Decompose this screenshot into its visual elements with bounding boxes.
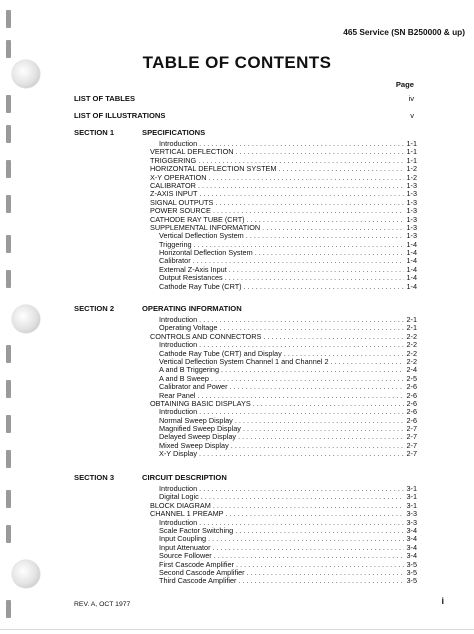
toc-entry-page: 3-1 <box>406 493 417 502</box>
toc-entry-label: Calibrator <box>159 257 191 266</box>
toc-entry-page: 1-1 <box>406 140 417 148</box>
dot-leader <box>236 148 405 156</box>
binder-slot <box>6 10 11 28</box>
toc-entry-page: 2-7 <box>406 441 417 450</box>
toc-entry-page: 1-3 <box>406 207 417 216</box>
dot-leader <box>279 165 405 173</box>
dot-leader <box>263 333 404 341</box>
dot-leader <box>247 569 405 577</box>
binder-slot <box>6 450 11 468</box>
page-edge-divider <box>0 629 474 630</box>
toc-entry[interactable] <box>150 257 417 265</box>
toc-entry[interactable] <box>150 174 417 182</box>
toc-entry[interactable] <box>150 148 417 156</box>
dot-leader <box>231 442 405 450</box>
toc-entry-label: CATHODE RAY TUBE (CRT) <box>150 215 245 224</box>
toc-entry-label: LIST OF TABLES <box>74 94 136 103</box>
dot-leader <box>214 552 405 560</box>
section-entries <box>150 140 417 291</box>
toc-entry[interactable] <box>150 341 417 349</box>
toc-entry-label: Cathode Ray Tube (CRT) <box>159 282 242 291</box>
dot-leader <box>284 350 405 358</box>
toc-entry-label: HORIZONTAL DEFLECTION SYSTEM <box>150 165 277 174</box>
toc-entry[interactable] <box>150 232 417 240</box>
toc-entry-page: 2-7 <box>406 433 417 442</box>
toc-entry[interactable] <box>150 190 417 198</box>
toc-entry-label: Second Cascode Amplifier <box>159 568 245 577</box>
toc-entry-label: TRIGGERING <box>150 156 197 165</box>
toc-entry[interactable] <box>150 350 417 358</box>
dot-leader <box>199 341 404 349</box>
toc-entry-page: 1-3 <box>406 215 417 224</box>
running-header: 465 Service (SN B250000 & up) <box>343 27 465 37</box>
binder-slot <box>6 600 11 618</box>
dot-leader <box>246 232 405 240</box>
toc-entry-page: 2-5 <box>406 374 417 383</box>
toc-entry[interactable] <box>150 561 417 569</box>
toc-entry[interactable] <box>150 241 417 249</box>
revision-note: REV. A, OCT 1977 <box>74 601 131 608</box>
binder-slot <box>6 235 11 253</box>
dot-leader <box>244 283 405 291</box>
section-label: SECTION 2 <box>74 304 115 313</box>
dot-leader <box>219 324 404 332</box>
toc-entry-page: 3-5 <box>406 568 417 577</box>
toc-entry-label: BLOCK DIAGRAM <box>150 501 211 510</box>
toc-entry[interactable] <box>150 333 417 341</box>
binder-slot <box>6 345 11 363</box>
toc-entry-page: 3-3 <box>406 518 417 527</box>
toc-entry-label: A and B Sweep <box>159 374 209 383</box>
toc-entry[interactable] <box>150 433 417 441</box>
toc-entry-label: Magnified Sweep Display <box>159 425 241 434</box>
toc-entry[interactable] <box>150 182 417 190</box>
section-title: OPERATING INFORMATION <box>142 304 242 313</box>
toc-entry[interactable] <box>150 157 417 165</box>
toc-entry-page: 1-4 <box>406 274 417 283</box>
dot-leader <box>229 266 405 274</box>
dot-leader <box>215 199 404 207</box>
toc-entry-page: 2-7 <box>406 450 417 459</box>
toc-entry-label: Vertical Deflection System Channel 1 and Channel 2 <box>159 357 329 366</box>
toc-entry-page: 3-1 <box>406 501 417 510</box>
toc-entry-page: 1-1 <box>406 148 417 157</box>
dot-leader <box>198 182 404 190</box>
binder-slot <box>6 270 11 288</box>
toc-entry-label: Introduction <box>159 485 198 493</box>
page-column-label: Page <box>395 80 414 89</box>
toc-entry-label: SIGNAL OUTPUTS <box>150 198 214 207</box>
toc-entry-page: 3-3 <box>406 510 417 519</box>
toc-entry-label: Introduction <box>159 341 198 350</box>
toc-entry-page: 1-3 <box>406 223 417 232</box>
toc-entry-list-of-tables[interactable] <box>74 94 414 105</box>
toc-entry[interactable] <box>150 383 417 391</box>
toc-entry-label: Output Resistances <box>159 274 223 283</box>
toc-entry-label: Rear Panel <box>159 391 196 400</box>
dot-leader <box>211 375 405 383</box>
dot-leader <box>199 190 404 198</box>
dot-leader <box>238 577 404 585</box>
toc-entry-page: 2-2 <box>406 357 417 366</box>
toc-entry[interactable] <box>150 569 417 577</box>
dot-leader <box>199 450 404 458</box>
toc-entry-label: CHANNEL 1 PREAMP <box>150 510 224 519</box>
dot-leader <box>213 502 405 510</box>
toc-entry-page: 3-4 <box>406 552 417 561</box>
toc-entry-label: Cathode Ray Tube (CRT) and Display <box>159 349 282 358</box>
toc-entry-label: Introduction <box>159 518 198 527</box>
dot-leader <box>238 433 404 441</box>
toc-entry-label: Triggering <box>159 240 192 249</box>
dot-leader <box>199 485 404 493</box>
toc-entry-page: 2-7 <box>406 425 417 434</box>
toc-entry-page: 2-1 <box>406 324 417 333</box>
toc-entry[interactable] <box>150 165 417 173</box>
toc-entry[interactable] <box>150 216 417 224</box>
toc-entry-label: Z-AXIS INPUT <box>150 190 198 199</box>
dot-leader <box>199 408 404 416</box>
toc-entry-label: VERTICAL DEFLECTION <box>150 148 234 157</box>
dot-leader <box>199 140 404 148</box>
toc-entry-label: A and B Triggering <box>159 366 220 375</box>
section-title: SPECIFICATIONS <box>142 128 206 137</box>
dot-leader <box>255 249 405 257</box>
toc-entry-page: 2-6 <box>406 383 417 392</box>
dot-leader <box>226 510 405 518</box>
toc-entry[interactable] <box>150 366 417 374</box>
binder-edge <box>0 0 32 634</box>
toc-entry-label: Calibrator and Power <box>159 383 228 392</box>
toc-entry-page: 2-6 <box>406 399 417 408</box>
dot-leader <box>253 400 405 408</box>
dot-leader <box>331 358 405 366</box>
dot-leader <box>198 392 405 400</box>
toc-entry[interactable] <box>150 510 417 518</box>
toc-entry-page: 3-5 <box>406 577 417 586</box>
toc-entry[interactable] <box>150 140 417 148</box>
toc-entry-label: CALIBRATOR <box>150 181 196 190</box>
dot-leader <box>262 224 404 232</box>
toc-entry-label: LIST OF ILLUSTRATIONS <box>74 111 166 120</box>
binder-slot <box>6 95 11 113</box>
toc-entry-label: Input Attenuator <box>159 543 211 552</box>
dot-leader <box>235 527 404 535</box>
toc-entry-label: Delayed Sweep Display <box>159 433 237 442</box>
toc-entry[interactable] <box>150 519 417 527</box>
dot-leader <box>213 207 405 215</box>
toc-entry[interactable] <box>150 316 417 324</box>
punch-hole <box>12 305 40 333</box>
toc-entry[interactable] <box>150 224 417 232</box>
toc-entry-page: 2-6 <box>406 408 417 417</box>
toc-entry-page: 2-2 <box>406 349 417 358</box>
toc-entry-label: CONTROLS AND CONNECTORS <box>150 332 262 341</box>
toc-entry-page: 3-5 <box>406 560 417 569</box>
toc-entry-label: Vertical Deflection System <box>159 232 244 241</box>
section-title: CIRCUIT DESCRIPTION <box>142 473 227 482</box>
toc-entry-page: 3-4 <box>406 543 417 552</box>
toc-entry[interactable] <box>150 392 417 400</box>
toc-entry-label: POWER SOURCE <box>150 207 211 216</box>
toc-entry[interactable] <box>150 577 417 585</box>
toc-entry[interactable] <box>150 199 417 207</box>
toc-entry-page: 2-2 <box>406 332 417 341</box>
section-entries <box>150 485 417 586</box>
dot-leader <box>235 417 405 425</box>
toc-entry[interactable] <box>150 358 417 366</box>
dot-leader <box>208 535 404 543</box>
toc-entry-page: 1-1 <box>406 156 417 165</box>
dot-leader <box>194 241 405 249</box>
toc-entry-page: 1-2 <box>406 165 417 174</box>
toc-entry-label: X-Y Display <box>159 450 197 459</box>
toc-entry-page: 2-6 <box>406 391 417 400</box>
toc-entry[interactable] <box>150 274 417 282</box>
toc-entry[interactable] <box>150 283 417 291</box>
toc-entry-label: Normal Sweep Display <box>159 416 233 425</box>
dot-leader <box>209 174 405 182</box>
toc-entry-label: OBTAINING BASIC DISPLAYS <box>150 399 251 408</box>
dot-leader <box>230 383 405 391</box>
toc-entry-label: SUPPLEMENTAL INFORMATION <box>150 223 261 232</box>
toc-entry-label: Third Cascode Amplifier <box>159 577 237 586</box>
toc-entry-label: Source Follower <box>159 552 212 561</box>
toc-entry-label: Introduction <box>159 316 198 324</box>
toc-entry-page: iv <box>408 94 414 103</box>
toc-entry[interactable] <box>150 502 417 510</box>
dot-leader <box>199 519 404 527</box>
toc-entry[interactable] <box>150 493 417 501</box>
toc-entry-label: Introduction <box>159 140 198 148</box>
toc-entry[interactable] <box>150 207 417 215</box>
toc-entry[interactable] <box>150 425 417 433</box>
dot-leader <box>221 366 404 374</box>
toc-entry[interactable] <box>150 400 417 408</box>
toc-entry-label: Horizontal Deflection System <box>159 249 253 258</box>
binder-slot <box>6 380 11 398</box>
toc-entry-page: 3-4 <box>406 535 417 544</box>
toc-entry[interactable] <box>150 527 417 535</box>
toc-entry-page: 1-4 <box>406 240 417 249</box>
toc-entry-page: 2-6 <box>406 416 417 425</box>
toc-entry-page: 1-3 <box>406 181 417 190</box>
toc-entry-page: 2-4 <box>406 366 417 375</box>
toc-entry[interactable] <box>150 324 417 332</box>
toc-entry-page: 1-4 <box>406 265 417 274</box>
toc-entry-label: First Cascode Amplifier <box>159 560 235 569</box>
toc-entry-page: 1-2 <box>406 173 417 182</box>
toc-entry[interactable] <box>150 485 417 493</box>
binder-slot <box>6 195 11 213</box>
section-label: SECTION 1 <box>74 128 115 137</box>
toc-entry[interactable] <box>150 544 417 552</box>
page-title: TABLE OF CONTENTS <box>142 53 332 72</box>
toc-entry-page: 1-4 <box>406 282 417 291</box>
toc-entry[interactable] <box>150 552 417 560</box>
toc-entry-page: 3-4 <box>406 526 417 535</box>
toc-entry-label: Scale Factor Switching <box>159 526 234 535</box>
page-number: i <box>441 596 444 606</box>
binder-slot <box>6 415 11 433</box>
toc-entry-label: Digital Logic <box>159 493 199 502</box>
toc-entry-page: 3-1 <box>406 485 417 493</box>
binder-slot <box>6 125 11 143</box>
dot-leader <box>201 493 405 501</box>
toc-entry[interactable] <box>150 408 417 416</box>
binder-slot <box>6 525 11 543</box>
dot-leader <box>243 425 405 433</box>
toc-entry-label: Input Coupling <box>159 535 207 544</box>
punch-hole <box>12 560 40 588</box>
dot-leader <box>213 544 405 552</box>
toc-entry[interactable] <box>150 442 417 450</box>
toc-entry-page: 2-1 <box>406 316 417 324</box>
toc-entry-label: X-Y OPERATION <box>150 173 207 182</box>
toc-entry-page: 1-4 <box>406 249 417 258</box>
dot-leader <box>225 274 405 282</box>
toc-entry-label: Mixed Sweep Display <box>159 441 229 450</box>
dot-leader <box>199 316 404 324</box>
toc-entry[interactable] <box>150 249 417 257</box>
binder-slot <box>6 160 11 178</box>
dot-leader <box>193 257 405 265</box>
toc-entry-page: 1-4 <box>406 257 417 266</box>
toc-entry-page: v <box>410 111 414 120</box>
toc-entry-page: 1-3 <box>406 198 417 207</box>
toc-entry[interactable] <box>150 375 417 383</box>
toc-entry-label: Introduction <box>159 408 198 417</box>
dot-leader <box>198 157 404 165</box>
section-entries <box>150 316 417 459</box>
dot-leader <box>247 216 405 224</box>
toc-entry-label: External Z-Axis Input <box>159 265 227 274</box>
toc-entry-label: Operating Voltage <box>159 324 218 333</box>
toc-entry[interactable] <box>150 535 417 543</box>
dot-leader <box>236 561 404 569</box>
toc-entry[interactable] <box>150 266 417 274</box>
toc-entry-page: 1-3 <box>406 232 417 241</box>
toc-entry[interactable] <box>150 417 417 425</box>
toc-entry-page: 2-2 <box>406 341 417 350</box>
toc-entry[interactable] <box>150 450 417 458</box>
toc-entry-list-of-illustrations[interactable] <box>74 111 414 122</box>
toc-entry-page: 1-3 <box>406 190 417 199</box>
section-label: SECTION 3 <box>74 473 115 482</box>
binder-slot <box>6 490 11 508</box>
